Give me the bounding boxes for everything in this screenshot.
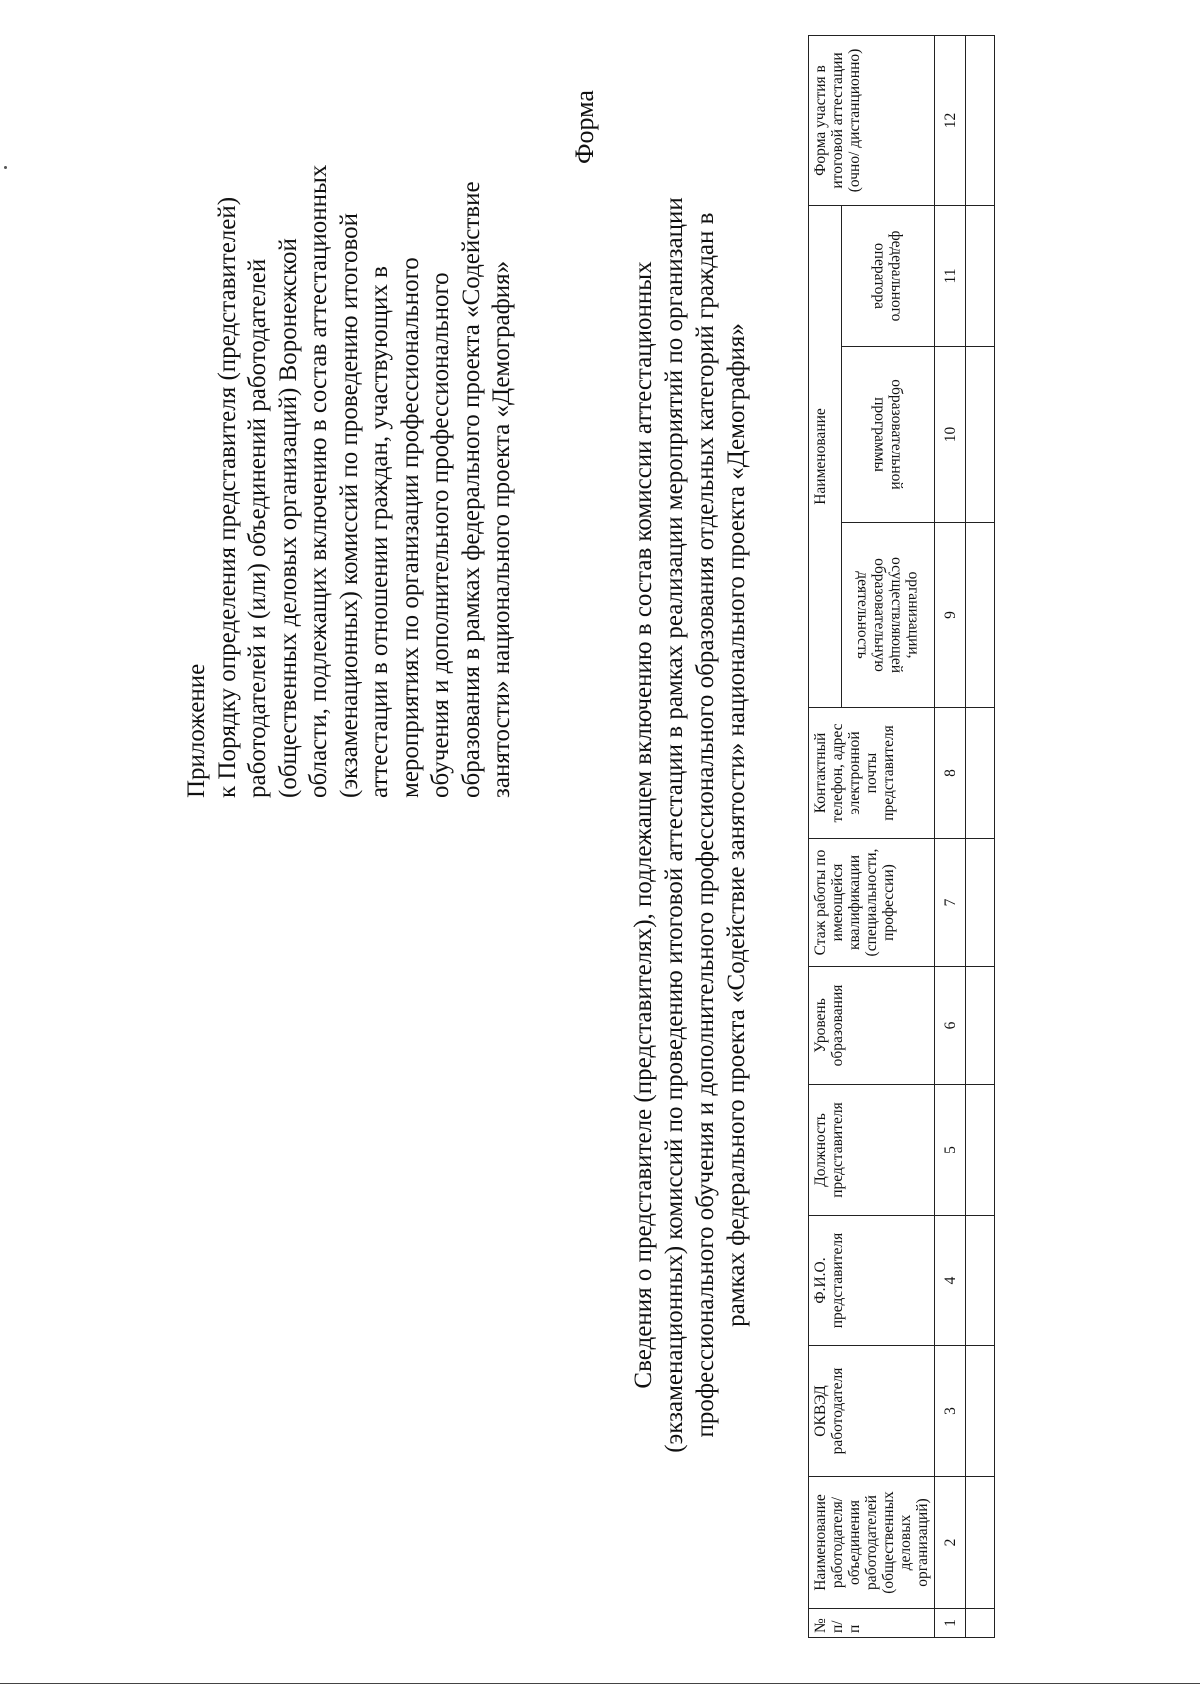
header-program-cell xyxy=(842,347,935,523)
empty-cell xyxy=(966,1477,995,1609)
title-line: профессионального обучения и дополнительного профессионального образования отдельных категорий граждан в xyxy=(692,212,719,1438)
empty-cell xyxy=(966,839,995,967)
header-full-name: Ф.И.О. представителя xyxy=(809,1216,935,1346)
header-okved: ОКВЭД работодателя xyxy=(809,1346,935,1477)
scan-dot xyxy=(4,166,7,169)
appendix-line: обучения и дополнительного профессионального xyxy=(427,272,454,798)
empty-cell xyxy=(966,967,995,1085)
header-organization: организации, осуществляющей образовательную деятельность xyxy=(854,556,922,674)
appendix-line: (экзаменационных) комиссий по проведению итоговой xyxy=(335,213,363,798)
empty-cell xyxy=(966,1346,995,1477)
rotated-page xyxy=(70,40,1130,1640)
column-number: 8 xyxy=(935,708,966,839)
document-title xyxy=(628,50,752,1600)
header-number: № п/ п xyxy=(809,1609,935,1638)
appendix-line: аттестации в отношении граждан, участвующих в xyxy=(366,266,393,798)
appendix-block xyxy=(182,78,518,798)
column-number: 12 xyxy=(935,35,966,205)
empty-cell xyxy=(966,708,995,839)
appendix-line: к Порядку определения представителя (представителей) xyxy=(213,196,241,798)
header-participation-form: Форма участия в итоговой аттестации (очно/ дистанционно) xyxy=(809,35,935,205)
column-number: 6 xyxy=(935,967,966,1085)
form-table xyxy=(808,35,995,1638)
header-operator-cell xyxy=(842,205,935,346)
column-number: 1 xyxy=(935,1609,966,1638)
header-contacts: Контактный телефон, адрес электронной почты представителя xyxy=(809,708,935,839)
header-federal-operator: федерального оператора xyxy=(871,230,905,322)
appendix-line: работодателей и (или) объединений работодателей xyxy=(244,258,271,798)
column-number: 2 xyxy=(935,1477,966,1609)
column-number: 3 xyxy=(935,1346,966,1477)
empty-cell xyxy=(966,347,995,523)
header-program: образовательной программы xyxy=(871,379,905,490)
column-number: 4 xyxy=(935,1216,966,1346)
header-employer-name: Наименование работодателя/ объединения работодателей (общественных деловых организаций) xyxy=(809,1477,935,1609)
title-line: Сведения о представителе (представителях), подлежащем включению в состав комиссии аттестационных xyxy=(630,261,657,1389)
empty-cell xyxy=(966,35,995,205)
column-number: 11 xyxy=(935,205,966,346)
bottom-edge-line xyxy=(0,1683,1200,1684)
header-education-level: Уровень образования xyxy=(809,967,935,1085)
column-number: 10 xyxy=(935,347,966,523)
title-line: рамках федерального проекта «Содействие занятости» национального проекта «Демография» xyxy=(723,323,750,1327)
appendix-line: Приложение xyxy=(183,663,210,798)
empty-cell xyxy=(966,1609,995,1638)
empty-cell xyxy=(966,523,995,708)
column-number: 9 xyxy=(935,523,966,708)
column-number: 5 xyxy=(935,1085,966,1216)
header-name-group: Наименование xyxy=(809,205,842,707)
header-position: Должность представителя xyxy=(809,1085,935,1216)
appendix-line: занятости» национального проекта «Демография» xyxy=(488,260,515,798)
appendix-line: области, подлежащих включению в состав аттестационных xyxy=(305,164,332,798)
column-numbers-row xyxy=(935,35,966,1637)
header-experience: Стаж работы по имеющейся квалификации (специальности, профессии) xyxy=(809,839,935,967)
empty-cell xyxy=(966,1216,995,1346)
header-organization-cell xyxy=(842,523,935,708)
table-row xyxy=(966,35,995,1637)
title-line: (экзаменационных) комиссий по проведению итоговой аттестации в рамках реализации мероприятий по организации xyxy=(661,197,688,1453)
empty-cell xyxy=(966,1085,995,1216)
column-number: 7 xyxy=(935,839,966,967)
appendix-line: (общественных деловых организаций) Воронежской xyxy=(274,238,302,798)
form-label: Форма xyxy=(570,90,599,164)
appendix-line: образования в рамках федерального проекта «Содействие xyxy=(457,181,485,798)
appendix-line: мероприятиях по организации профессионального xyxy=(396,257,424,798)
empty-cell xyxy=(966,205,995,346)
